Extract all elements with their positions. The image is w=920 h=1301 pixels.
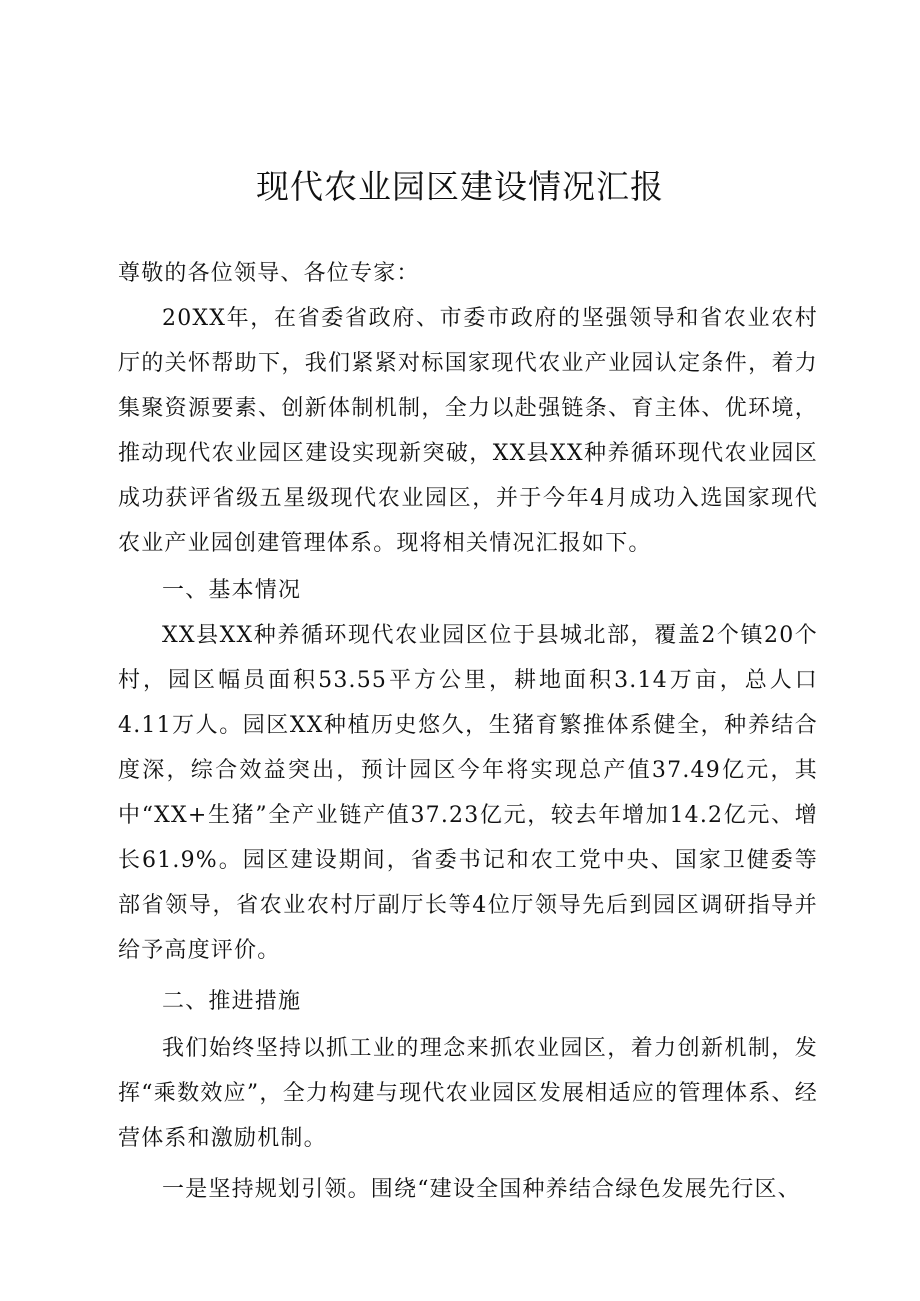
intro-paragraph: 20XX年，在省委省政府、市委市政府的坚强领导和省农业农村厅的关怀帮助下，我们紧紧对标国家现代农业产业园认定条件，着力集聚资源要素、创新体制机制，全力以赴强链条、育主体、优环境，推动现代农业园区建设实现新突破，XX县XX种养循环现代农业园区成功获评省级五星级现代农业园区，并于今年4月成功入选国家现代农业产业园创建管理体系。现将相关情况汇报如下。 <box>118 306 818 556</box>
document-body <box>118 251 818 1212</box>
salutation: 尊敬的各位领导、各位专家： <box>118 261 420 286</box>
planning-paragraph: 一是坚持规划引领。围绕“建设全国种养结合绿色发展先行区、 <box>162 1177 801 1202</box>
document-title: 现代农业园区建设情况汇报 <box>256 167 664 206</box>
section-heading-measures: 二、推进措施 <box>162 989 302 1014</box>
section-heading-basic: 一、基本情况 <box>162 578 302 603</box>
basic-situation-paragraph: XX县XX种养循环现代农业园区位于县城北部，覆盖2个镇20个村，园区幅员面积53.55平方公里，耕地面积3.14万亩，总人口4.11万人。园区XX种植历史悠久，生猪育繁推体系健全，种养结合度深，综合效益突出，预计园区今年将实现总产值37.49亿元，其中“XX+生猪”全产业链产值37.23亿元，较去年增加14.2亿元、增长61.9%。园区建设期间，省委书记和农工党中央、国家卫健委等部省领导，省农业农村厅副厅长等4位厅领导先后到园区调研指导并给予高度评价。 <box>118 623 818 963</box>
measures-paragraph: 我们始终坚持以抓工业的理念来抓农业园区，着力创新机制，发挥“乘数效应”，全力构建与现代农业园区发展相适应的管理体系、经营体系和激励机制。 <box>118 1036 818 1151</box>
